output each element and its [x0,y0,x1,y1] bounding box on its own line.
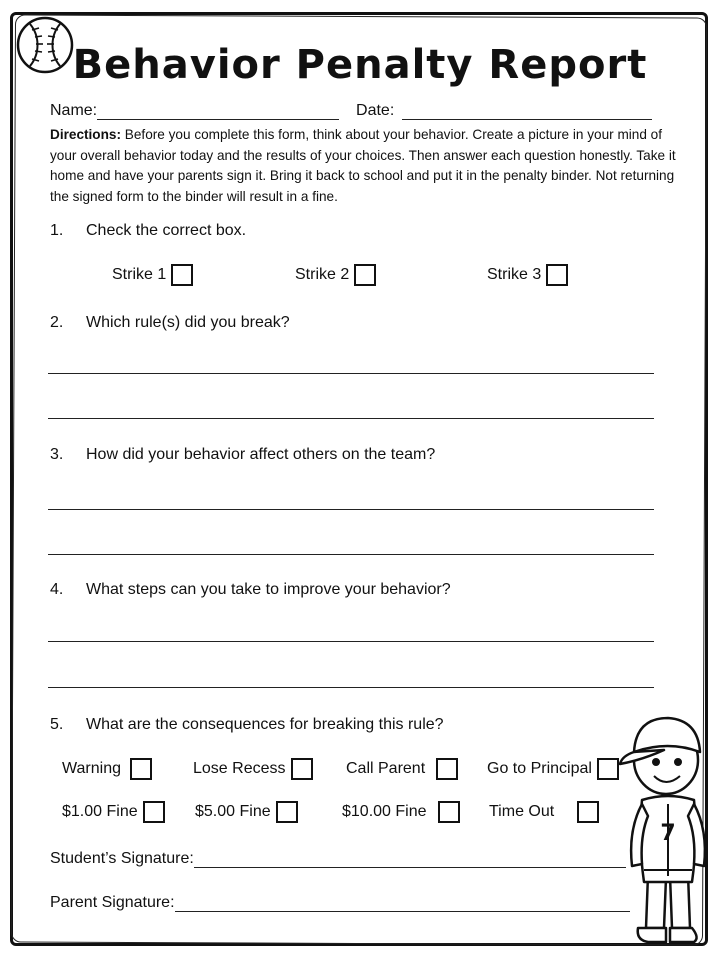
question-text: Check the correct box. [86,222,247,239]
question-5 [50,716,444,734]
checkbox[interactable] [130,758,152,780]
answer-line[interactable] [48,509,654,510]
directions-label: Directions: [50,127,122,142]
date-label: Date: [356,102,395,119]
answer-line[interactable] [48,554,654,555]
option-label: Strike 2 [295,266,350,283]
student-signature-label: Student’s Signature: [50,850,194,867]
option-label: $5.00 Fine [195,803,271,820]
question-number: 5. [50,716,64,733]
name-label: Name: [50,102,98,119]
directions-text: Before you complete this form, think about your behavior. Create a picture in your mind of your overall behavior today and the results of your choices. Then answer each question honestly. Take it home and have your parents sign it. Bring it back to school and put it in the penalty binder. Not returning the signed form to the binder will result in a fine. [50,127,676,204]
checkbox[interactable] [354,264,376,286]
jersey-number: 7 [660,821,676,846]
lose-recess-option[interactable] [193,758,313,780]
option-label: Time Out [489,803,555,820]
student-signature-row [50,850,626,868]
directions [50,125,676,207]
question-3 [50,446,435,464]
parent-signature-label: Parent Signature: [50,894,175,911]
option-label: Call Parent [346,760,426,777]
student-signature-field[interactable] [194,851,626,868]
option-label: Strike 1 [112,266,167,283]
checkbox[interactable] [577,801,599,823]
question-2 [50,314,290,332]
option-label: Lose Recess [193,760,286,777]
page-title: Behavior Penalty Report [72,42,648,88]
go-to-principal-option[interactable] [487,758,619,780]
strike-2-option[interactable] [295,264,376,286]
answer-line[interactable] [48,687,654,688]
option-label: $1.00 Fine [62,803,138,820]
ten-dollar-fine-option[interactable] [342,801,460,823]
question-1 [50,222,246,240]
question-text: What steps can you take to improve your behavior? [86,581,451,598]
question-text: What are the consequences for breaking this rule? [86,716,444,733]
checkbox[interactable] [171,264,193,286]
question-text: How did your behavior affect others on the team? [86,446,436,463]
question-number: 2. [50,314,64,331]
checkbox[interactable] [291,758,313,780]
name-field[interactable] [97,103,339,120]
baseball-player-illustration [608,700,714,950]
checkbox[interactable] [436,758,458,780]
strike-1-option[interactable] [112,264,193,286]
answer-line[interactable] [48,373,654,374]
answer-line[interactable] [48,418,654,419]
time-out-option[interactable] [489,801,599,823]
parent-signature-row [50,894,630,912]
question-4 [50,581,451,599]
option-label: $10.00 Fine [342,803,427,820]
five-dollar-fine-option[interactable] [195,801,298,823]
parent-signature-field[interactable] [175,895,630,912]
name-date-row [50,102,652,120]
question-number: 1. [50,222,64,239]
warning-option[interactable] [62,758,152,780]
checkbox[interactable] [276,801,298,823]
question-text: Which rule(s) did you break? [86,314,290,331]
strike-3-option[interactable] [487,264,568,286]
option-label: Go to Principal [487,760,592,777]
option-label: Strike 3 [487,266,542,283]
checkbox[interactable] [143,801,165,823]
checkbox[interactable] [546,264,568,286]
one-dollar-fine-option[interactable] [62,801,165,823]
question-number: 3. [50,446,64,463]
date-field[interactable] [402,103,652,120]
checkbox[interactable] [438,801,460,823]
answer-line[interactable] [48,641,654,642]
option-label: Warning [62,760,121,777]
call-parent-option[interactable] [346,758,458,780]
question-number: 4. [50,581,64,598]
